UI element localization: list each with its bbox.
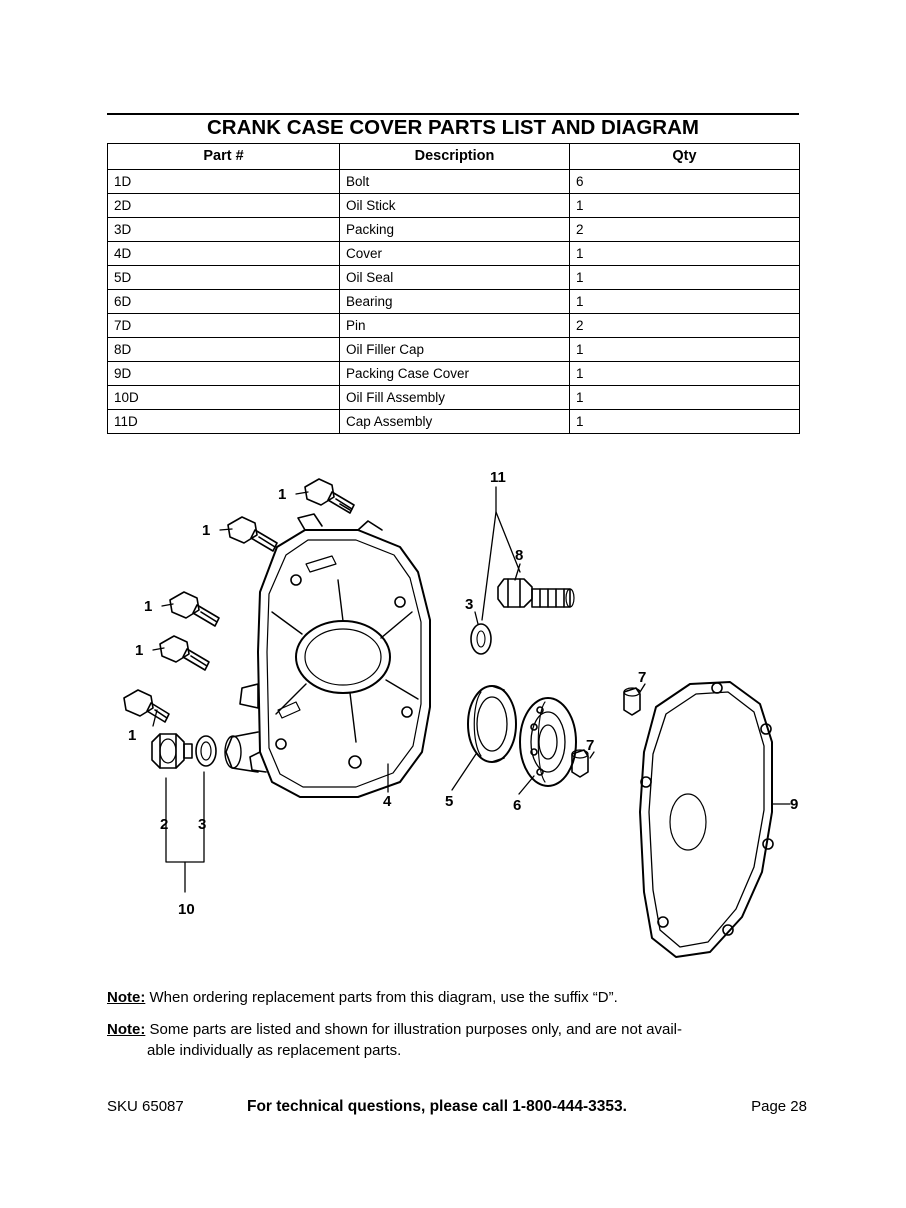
packing-3-center — [471, 624, 491, 654]
table-header-row — [108, 143, 800, 169]
cell-qty: 1 — [570, 289, 800, 313]
cell-description: Pin — [340, 313, 570, 337]
cell-qty: 1 — [570, 265, 800, 289]
table-row — [108, 289, 800, 313]
callout-11: 11 — [490, 469, 506, 486]
cell-qty: 1 — [570, 337, 800, 361]
cell-qty: 2 — [570, 217, 800, 241]
note-2-text: Some parts are listed and shown for illustration purposes only, and are not avail- — [145, 1021, 683, 1039]
column-header-description: Description — [340, 143, 570, 169]
page-footer — [107, 1098, 807, 1116]
cell-part: 9D — [108, 361, 340, 385]
notes-section — [107, 988, 807, 1073]
callout-10: 10 — [178, 901, 195, 918]
table-row — [108, 193, 800, 217]
cell-part: 11D — [108, 409, 340, 433]
cell-qty: 1 — [570, 361, 800, 385]
crank-case-cover-diagram — [100, 452, 806, 982]
callout-1b: 1 — [202, 522, 211, 539]
crank-case-body — [225, 514, 430, 797]
table-row — [108, 169, 800, 193]
callout-7-lower: 7 — [586, 737, 595, 754]
table-row — [108, 241, 800, 265]
table-row — [108, 313, 800, 337]
cell-description: Oil Seal — [340, 265, 570, 289]
callout-3-center: 3 — [465, 596, 474, 613]
cell-description: Packing — [340, 217, 570, 241]
cell-part: 7D — [108, 313, 340, 337]
bolt-1c — [170, 592, 219, 626]
cell-qty: 2 — [570, 313, 800, 337]
parts-list-block — [107, 113, 799, 434]
callout-5: 5 — [445, 793, 454, 810]
callout-2: 2 — [160, 816, 169, 833]
oil-seal-5 — [468, 686, 516, 762]
cell-description: Bolt — [340, 169, 570, 193]
table-row — [108, 337, 800, 361]
cell-qty: 6 — [570, 169, 800, 193]
cell-qty: 1 — [570, 385, 800, 409]
table-row — [108, 385, 800, 409]
table-row — [108, 265, 800, 289]
bolt-1e — [124, 690, 169, 722]
cell-part: 3D — [108, 217, 340, 241]
cell-part: 1D — [108, 169, 340, 193]
note-2-label: Note: — [107, 1021, 146, 1039]
cell-part: 6D — [108, 289, 340, 313]
pin-7-upper — [624, 688, 640, 715]
cell-part: 2D — [108, 193, 340, 217]
packing-case-cover-9 — [640, 682, 773, 957]
page-title: CRANK CASE COVER PARTS LIST AND DIAGRAM — [206, 116, 699, 139]
oil-stick-2 — [152, 734, 192, 768]
note-1-label: Note: — [107, 989, 146, 1006]
footer-sku: SKU 65087 — [107, 1098, 184, 1115]
cell-description: Cap Assembly — [340, 409, 570, 433]
table-row — [108, 409, 800, 433]
footer-support-line: For technical questions, please call 1-800-444-3353. — [247, 1098, 627, 1115]
callout-9: 9 — [790, 796, 799, 813]
cell-qty: 1 — [570, 409, 800, 433]
bolt-1a — [305, 479, 354, 513]
cell-description: Packing Case Cover — [340, 361, 570, 385]
cell-part: 4D — [108, 241, 340, 265]
callout-1e: 1 — [128, 727, 137, 744]
note-2 — [107, 1020, 807, 1061]
cell-qty: 1 — [570, 193, 800, 217]
note-1-text: When ordering replacement parts from this diagram, use the suffix “D”. — [145, 989, 618, 1006]
bearing-6 — [520, 698, 576, 786]
footer-page-number: Page 28 — [751, 1098, 807, 1115]
callout-1d: 1 — [135, 642, 144, 659]
cell-description: Oil Filler Cap — [340, 337, 570, 361]
bolt-1b — [228, 517, 277, 551]
note-2-continuation: able individually as replacement parts. — [147, 1041, 402, 1059]
callout-6: 6 — [513, 797, 522, 814]
cell-description: Oil Stick — [340, 193, 570, 217]
cell-description: Oil Fill Assembly — [340, 385, 570, 409]
cell-description: Cover — [340, 241, 570, 265]
cell-part: 5D — [108, 265, 340, 289]
bolt-1d — [160, 636, 209, 670]
callout-4: 4 — [383, 793, 392, 810]
table-row — [108, 361, 800, 385]
callout-1a: 1 — [278, 486, 287, 503]
cell-description: Bearing — [340, 289, 570, 313]
diagram-svg — [100, 452, 806, 982]
callout-3-left: 3 — [198, 816, 207, 833]
oil-filler-cap-8 — [498, 579, 574, 607]
callout-1c: 1 — [144, 598, 153, 615]
packing-3-left — [196, 736, 216, 766]
cell-part: 10D — [108, 385, 340, 409]
column-header-part: Part # — [108, 143, 340, 169]
parts-table — [107, 143, 800, 434]
callout-8: 8 — [515, 547, 524, 564]
note-1 — [107, 988, 807, 1008]
callout-7-upper: 7 — [638, 669, 647, 686]
cell-qty: 1 — [570, 241, 800, 265]
cell-part: 8D — [108, 337, 340, 361]
table-row — [108, 217, 800, 241]
column-header-qty: Qty — [570, 143, 800, 169]
